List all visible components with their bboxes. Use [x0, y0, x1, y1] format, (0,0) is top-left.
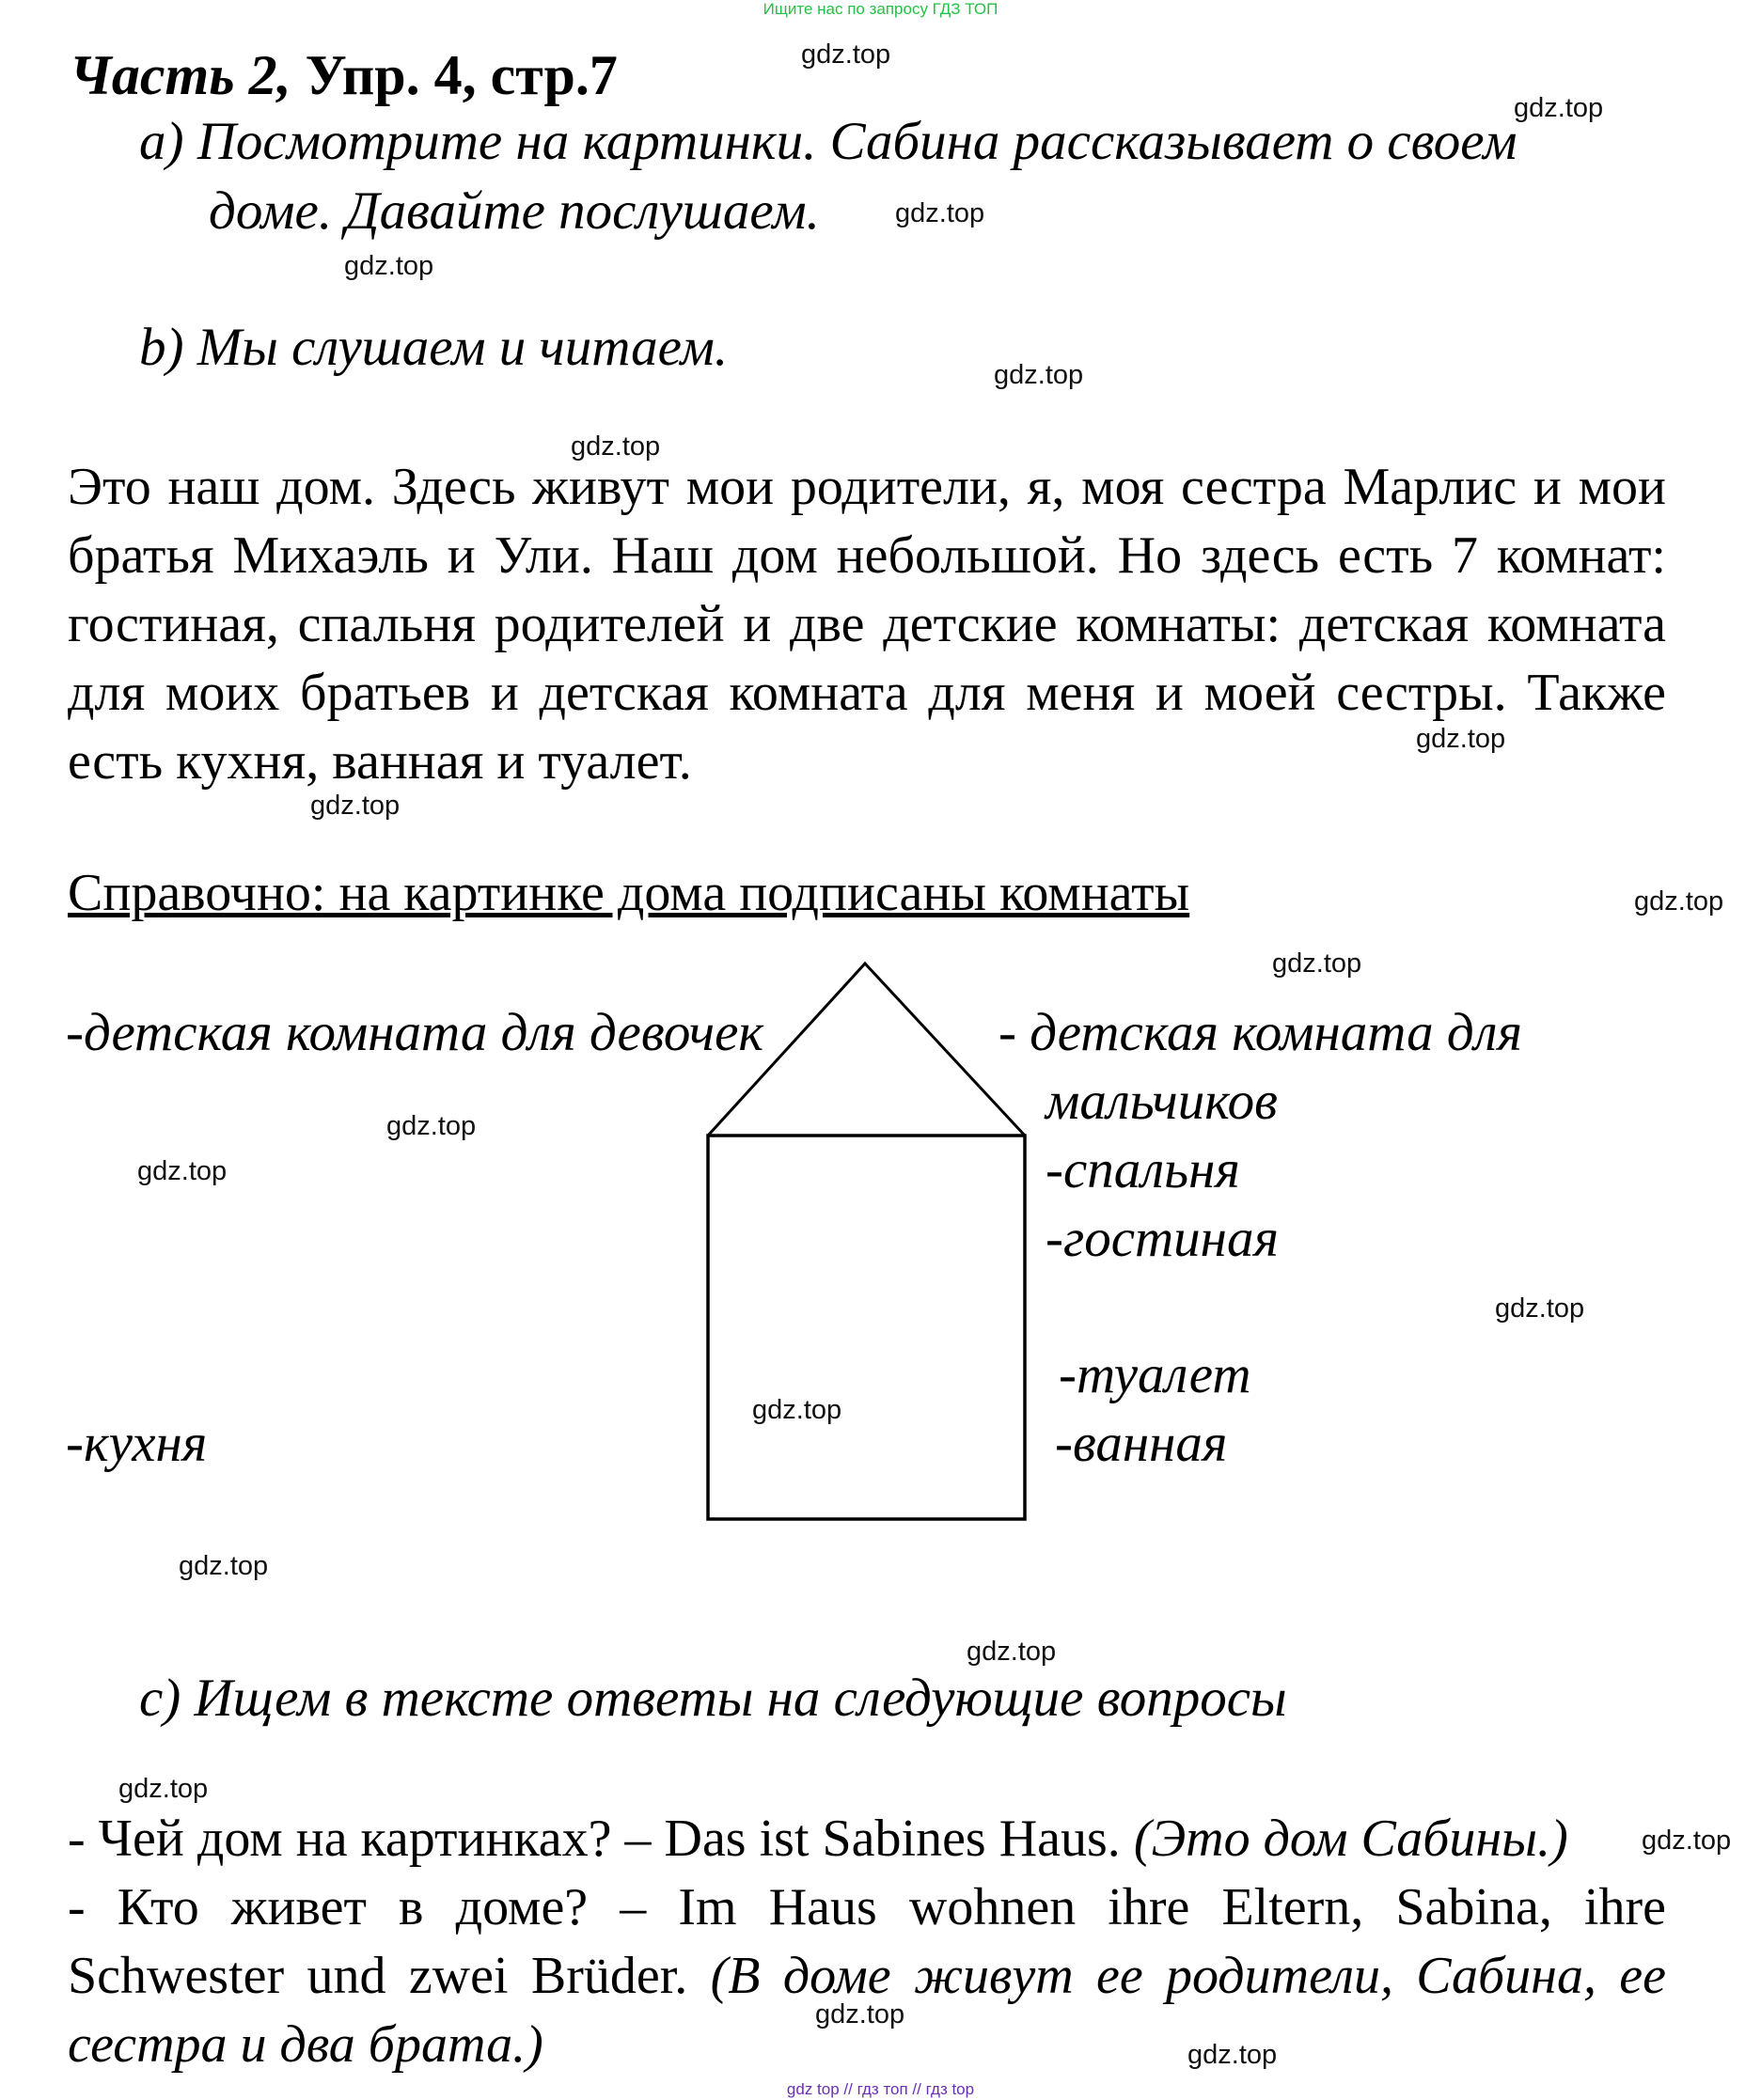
answer-2-question: - Кто живет в доме? – Im Haus wohnen ihre Eltern, Sabina, ihre Schwester und zwei Brüder. — [68, 1878, 1666, 2005]
answer-2-translation: (В доме живут ее родители, Сабина, ее сестра и два брата.) — [68, 1947, 1667, 2074]
watermark: gdz.top — [994, 360, 1084, 390]
answer-2 — [68, 1878, 1666, 2074]
answer-1-question: - Чей дом на картинках? – Das ist Sabines Haus. — [68, 1810, 1121, 1868]
top-banner: Ищите нас по запросу ГДЗ ТОП — [763, 0, 998, 18]
watermark: gdz.top — [1272, 948, 1362, 979]
watermark: gdz.top — [801, 39, 891, 70]
label-boys-room-line2: мальчиков — [1046, 1072, 1278, 1131]
answer-1-translation: (Это дом Сабины.) — [1133, 1810, 1568, 1868]
watermark: gdz.top — [386, 1111, 477, 1141]
watermark: gdz.top — [1642, 1826, 1732, 1856]
watermark: gdz.top — [310, 791, 401, 821]
watermark: gdz.top — [179, 1551, 269, 1581]
watermark: gdz.top — [344, 251, 434, 281]
answers-block — [68, 1805, 1666, 2079]
watermark: gdz.top — [1514, 93, 1604, 123]
label-bathroom: -ванная — [1055, 1414, 1228, 1473]
label-kitchen: -кухня — [66, 1414, 208, 1473]
house-body — [708, 1136, 1025, 1519]
label-boys-room-line1: - детская комната для — [998, 1003, 1523, 1062]
task-b: b) Мы слушаем и читаем. — [139, 318, 729, 377]
watermark: gdz.top — [118, 1774, 209, 1804]
watermark: gdz.top — [967, 1637, 1057, 1667]
label-living-room: -гостиная — [1046, 1209, 1279, 1268]
label-toilet: -туалет — [1059, 1345, 1251, 1404]
task-a-line1: a) Посмотрите на картинки. Сабина рассказывает о своем — [139, 112, 1517, 171]
watermark: gdz.top — [815, 1999, 905, 2029]
watermark: gdz.top — [571, 431, 661, 462]
watermark: gdz.top — [1495, 1293, 1585, 1324]
story-paragraph: Это наш дом. Здесь живут мои родители, я, моя сестра Марлис и мои братья Михаэль и Ули. Наш дом небольшой. Но здесь есть 7 комнат: гостиная, спальня родителей и две детские комнаты: детская комната для моих братьев и детская комната для меня и моей сестры. Также есть кухня, ванная и туалет. — [68, 458, 1666, 791]
watermark: gdz.top — [1416, 724, 1506, 754]
answer-1 — [68, 1805, 1666, 1873]
reference-title: Справочно: на картинке дома подписаны комнаты — [68, 864, 1190, 922]
watermark: gdz.top — [1187, 2040, 1278, 2070]
footer-links: gdz top // гдз топ // гдз top — [786, 2080, 975, 2098]
task-c: c) Ищем в тексте ответы на следующие вопросы — [139, 1669, 1287, 1728]
label-girls-room: -детская комната для девочек — [66, 1003, 764, 1062]
watermark: gdz.top — [752, 1395, 842, 1425]
watermark: gdz.top — [1634, 886, 1724, 917]
heading-exercise: Упр. 4, стр.7 — [305, 44, 618, 106]
label-bedroom: -спальня — [1046, 1140, 1240, 1199]
task-a-line2: доме. Давайте послушаем. — [209, 181, 820, 241]
watermark: gdz.top — [895, 198, 985, 228]
heading-part: Часть 2, — [70, 44, 291, 106]
watermark: gdz.top — [137, 1156, 228, 1186]
